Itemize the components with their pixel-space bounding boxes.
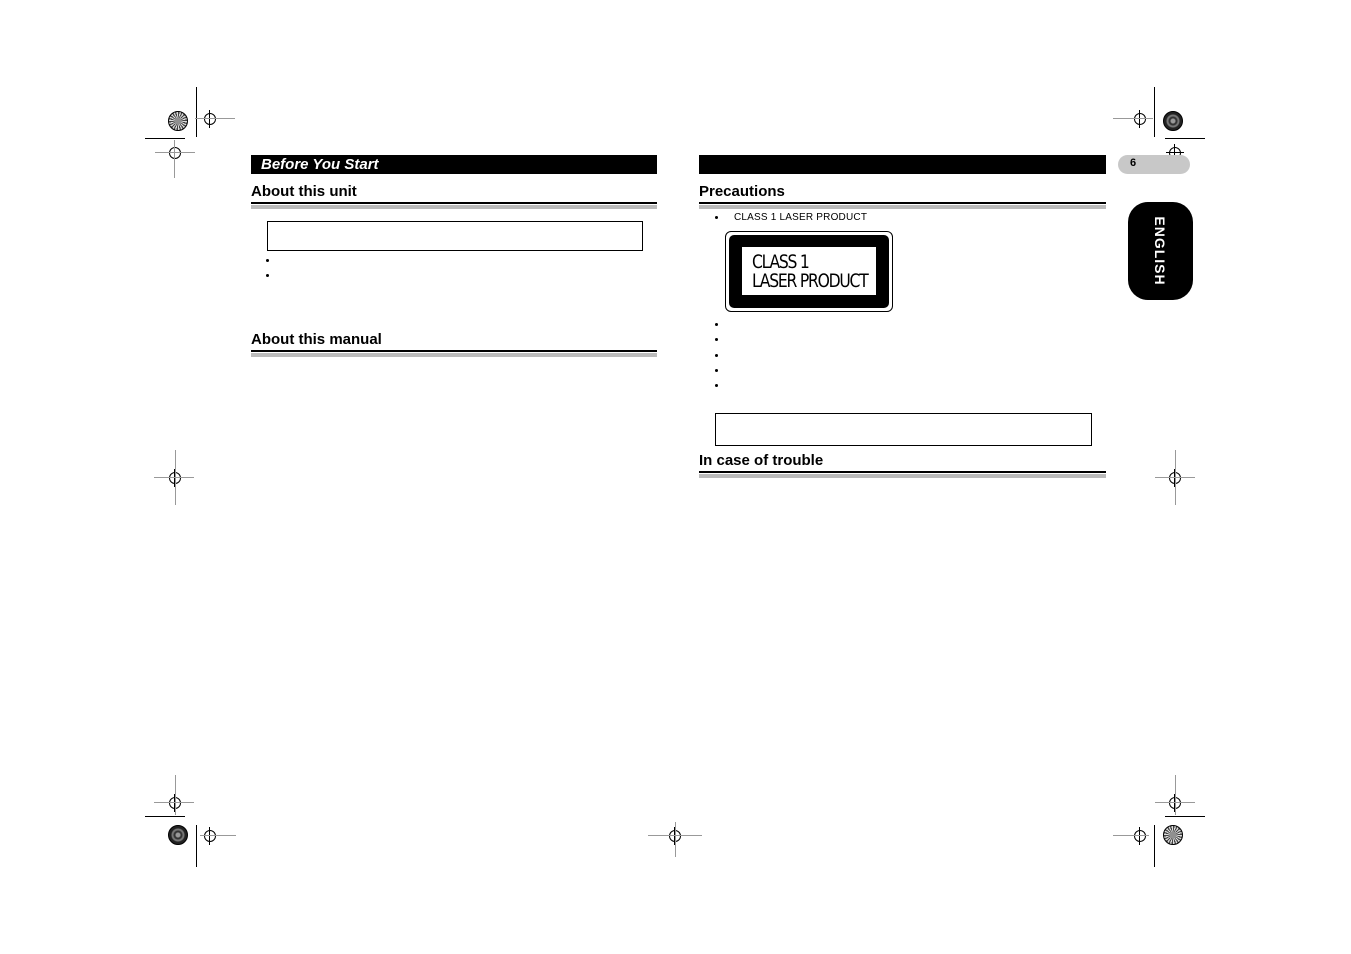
heading-in-case-of-trouble: In case of trouble [699,452,824,469]
note-box [267,221,643,251]
language-tab [1128,202,1193,300]
heading-about-this-manual: About this manual [251,331,382,348]
laser-label-line1: CLASS 1 [752,251,809,273]
list-bullet [715,354,718,357]
heading-precautions: Precautions [699,183,785,200]
heading-rule [699,202,1106,204]
laser-label-line2: LASER PRODUCT [752,270,868,292]
heading-rule-shade [699,205,1106,209]
list-bullet [715,369,718,372]
page-number-tab [1118,155,1190,174]
registration-rosette-icon [168,825,188,845]
class1-laser-label [725,231,893,312]
registration-target-icon [1134,830,1146,842]
section-bar-before-you-start [251,155,657,174]
section-bar-title: Before You Start [261,156,379,173]
laser-label-text [752,253,868,291]
heading-rule [251,202,657,204]
list-bullet [715,216,718,219]
registration-rosette-icon [1163,825,1183,845]
heading-rule-shade [251,205,657,209]
laser-product-text: CLASS 1 LASER PRODUCT [734,212,868,223]
language-label: ENGLISH [1152,216,1169,286]
heading-about-this-unit: About this unit [251,183,357,200]
heading-rule [699,471,1106,473]
registration-target-icon [204,830,216,842]
note-box [715,413,1092,446]
registration-target-icon [169,147,181,159]
list-bullet [715,338,718,341]
registration-rosette-icon [1163,111,1183,131]
list-bullet [266,274,269,277]
list-bullet [266,259,269,262]
heading-rule-shade [699,474,1106,478]
list-bullet [715,384,718,387]
section-bar-right [699,155,1106,174]
registration-target-icon [1134,113,1146,125]
heading-rule-shade [251,353,657,357]
registration-rosette-icon [168,111,188,131]
page-number: 6 [1130,157,1137,169]
list-bullet [715,323,718,326]
heading-rule [251,350,657,352]
registration-target-icon [204,113,216,125]
